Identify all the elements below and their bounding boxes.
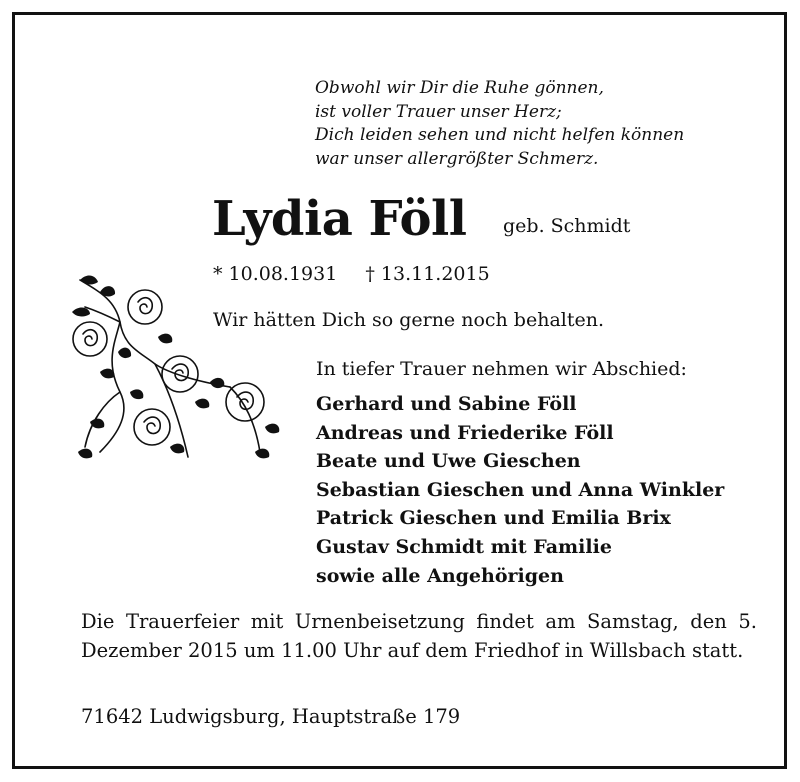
mourner-name: Gerhard und Sabine Föll bbox=[316, 393, 577, 415]
poem-line: ist voller Trauer unser Herz; bbox=[315, 101, 562, 122]
mourner-name: sowie alle Angehörigen bbox=[316, 564, 564, 587]
death-date: † 13.11.2015 bbox=[365, 263, 490, 285]
address: 71642 Ludwigsburg, Hauptstraße 179 bbox=[81, 705, 461, 728]
birth-date: * 10.08.1931 bbox=[213, 263, 338, 285]
poem-line: Obwohl wir Dir die Ruhe gönnen, bbox=[315, 78, 604, 98]
deceased-name: Lydia Föll bbox=[212, 191, 467, 247]
mourners-list bbox=[316, 390, 724, 590]
poem-line: war unser allergrößter Schmerz. bbox=[315, 148, 599, 169]
mourner-name: Sebastian Gieschen und Anna Winkler bbox=[316, 478, 725, 501]
mourner-name: Andreas und Friederike Föll bbox=[316, 421, 614, 444]
funeral-announcement: Die Trauerfeier mit Urnenbeisetzung findet am Samstag, den 5. Dezember 2015 um 11.00 Uhr auf dem Friedhof in Willsbach statt. bbox=[81, 610, 757, 662]
mourner-name: Beate und Uwe Gieschen bbox=[316, 450, 581, 473]
poem bbox=[315, 77, 755, 171]
poem-line: Dich leiden sehen und nicht helfen können bbox=[315, 125, 685, 145]
obituary-notice bbox=[12, 12, 787, 769]
birth-name: geb. Schmidt bbox=[503, 215, 631, 237]
mourner-name: Patrick Gieschen und Emilia Brix bbox=[316, 507, 671, 530]
farewell-line: In tiefer Trauer nehmen wir Abschied: bbox=[316, 358, 687, 380]
wish-line: Wir hätten Dich so gerne noch behalten. bbox=[213, 309, 605, 331]
mourner-name: Gustav Schmidt mit Familie bbox=[316, 535, 612, 558]
rose-branch-icon bbox=[60, 252, 290, 477]
